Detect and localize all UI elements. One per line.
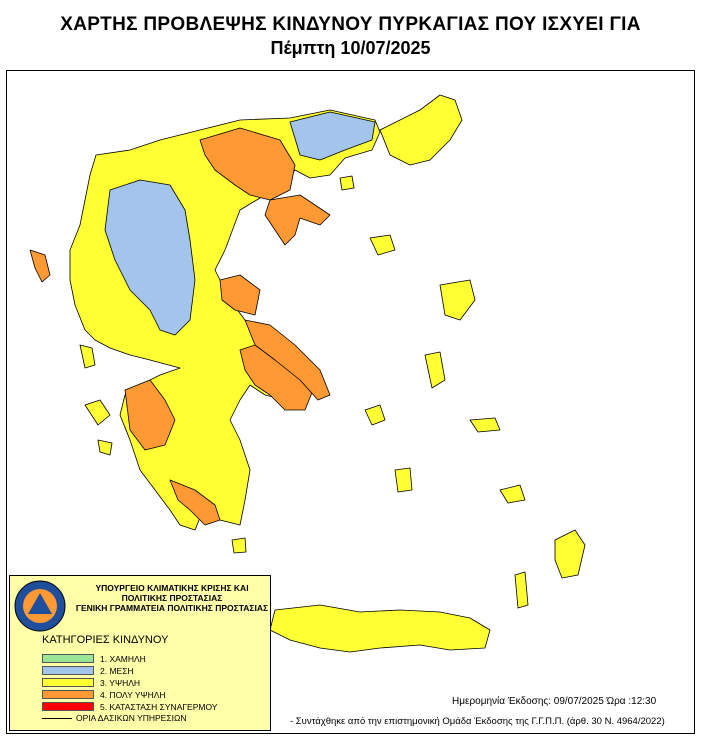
thrace-islands-high (380, 95, 462, 165)
corfu-very-high (30, 250, 50, 282)
source-note: - Συντάχθηκε από την επιστημονική Ομάδα Έκδοσης της Γ.Γ.Π.Π. (άρθ. 30 Ν. 4964/2022) (290, 716, 665, 727)
kythira-high (232, 538, 246, 553)
issue-date: Ημερομηνία Έκδοσης: 09/07/2025 Ώρα :12:30 (452, 696, 657, 707)
legend-panel (9, 575, 271, 731)
crete-high (270, 605, 490, 652)
karpathos-high (515, 572, 528, 608)
category-very-high-label: 4. ΠΟΛΥ ΥΨΗΛΗ (100, 690, 166, 700)
ministry-name: ΥΠΟΥΡΓΕΙΟ ΚΛΙΜΑΤΙΚΗΣ ΚΡΙΣΗΣ ΚΑΙ ΠΟΛΙΤΙΚΗΣ ΠΡΟΣΤΑΣΙΑΣ ΓΕΝΙΚΗ ΓΡΑΜΜΑΤΕΙΑ ΠΟΛΙΤΙΚΗΣ ΠΡΟΣΤΑΣΙΑΣ (75, 583, 269, 613)
category-low-swatch (42, 654, 94, 663)
category-alarm-swatch (42, 702, 94, 711)
category-high-swatch (42, 678, 94, 687)
forecast-date: Πέμπτη 10/07/2025 (270, 38, 431, 58)
chalkidiki-very-high (265, 195, 330, 245)
map-title: ΧΑΡΤΗΣ ΠΡΟΒΛΕΨΗΣ ΚΙΝΔΥΝΟΥ ΠΥΡΚΑΓΙΑΣ ΠΟΥ ΙΣΧΥΕΙ ΓΙΑ (60, 14, 641, 35)
samothrace-high (340, 176, 354, 190)
lefkada-high (80, 345, 95, 368)
category-low-label: 1. ΧΑΜΗΛΗ (100, 654, 146, 664)
cyclades-high (365, 405, 385, 425)
forest-service-boundary-label: ΟΡΙΑ ΔΑΣΙΚΩΝ ΥΠΗΡΕΣΙΩΝ (76, 713, 187, 723)
category-very-high-swatch (42, 690, 94, 699)
lesvos-high (440, 280, 475, 320)
lemnos-high (370, 235, 395, 255)
civil-protection-logo (13, 579, 67, 633)
dodecanese-high (500, 485, 525, 503)
category-medium-label: 2. ΜΕΣΗ (100, 666, 134, 676)
samos-high (470, 418, 500, 432)
zakynthos-high (98, 440, 112, 455)
category-alarm-label: 5. ΚΑΤΑΣΤΑΣΗ ΣΥΝΑΓΕΡΜΟΥ (100, 702, 218, 712)
chios-high (425, 352, 445, 388)
rhodes-high (555, 530, 585, 578)
kefalonia-high (85, 400, 110, 425)
forest-service-boundary-line (42, 718, 72, 719)
risk-categories-title: ΚΑΤΗΓΟΡΙΕΣ ΚΙΝΔΥΝΟΥ (42, 634, 169, 646)
naxos-high (395, 468, 412, 492)
category-high-label: 3. ΥΨΗΛΗ (100, 678, 141, 688)
category-medium-swatch (42, 666, 94, 675)
